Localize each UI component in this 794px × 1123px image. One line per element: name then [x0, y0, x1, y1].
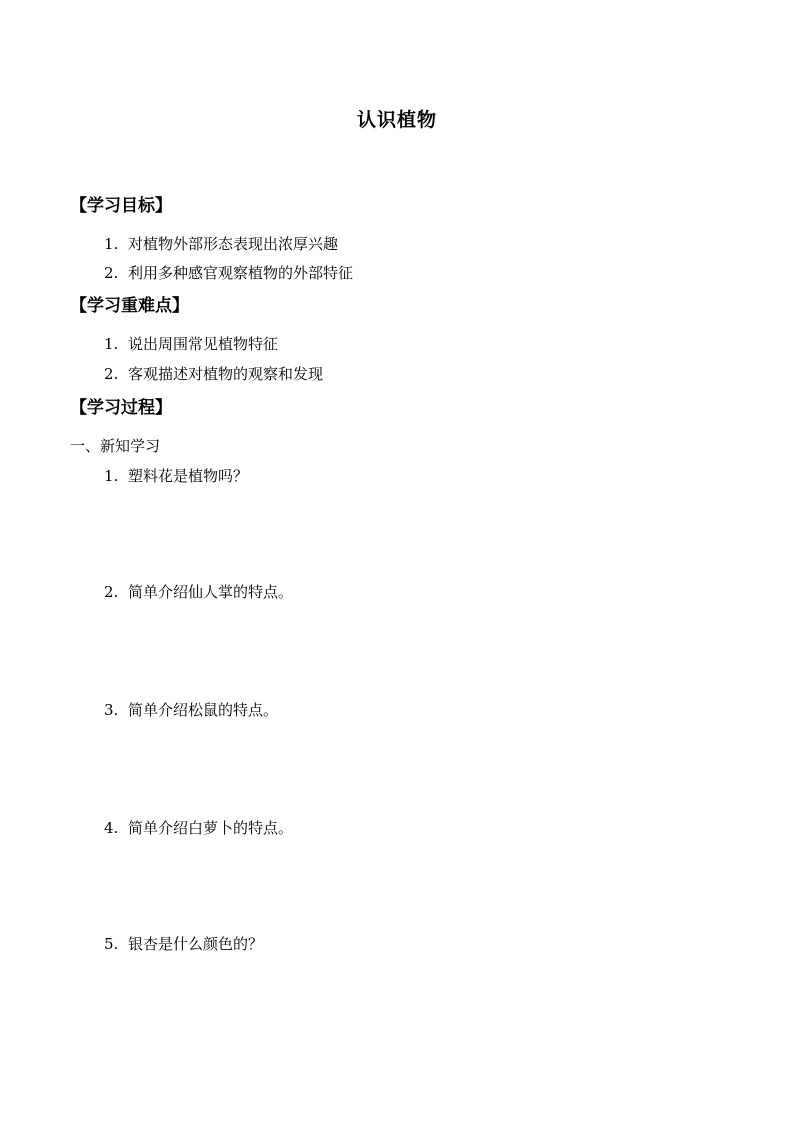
item-number: 1. — [104, 467, 119, 485]
item-text: 塑料花是植物吗？ — [128, 467, 249, 485]
question-item — [104, 699, 278, 720]
item-text: 银杏是什么颜色的？ — [128, 935, 264, 953]
section-heading-goals: 【学习目标】 — [70, 196, 172, 216]
item-text: 说出周围常见植物特征 — [128, 335, 279, 353]
item-text: 简单介绍仙人掌的特点。 — [128, 583, 294, 601]
list-item — [104, 333, 278, 354]
item-text: 利用多种感官观察植物的外部特征 — [128, 264, 354, 282]
item-number: 2. — [104, 583, 119, 601]
section-heading-process: 【学习过程】 — [70, 398, 172, 418]
section-heading-key-points: 【学习重难点】 — [70, 296, 189, 316]
subsection-heading: 一、新知学习 — [70, 437, 161, 455]
question-item — [104, 933, 263, 954]
item-number: 1. — [104, 335, 119, 353]
item-number: 3. — [104, 701, 119, 719]
item-number: 1. — [104, 235, 119, 253]
list-item — [104, 233, 338, 254]
list-item — [104, 363, 323, 384]
item-number: 2. — [104, 264, 119, 282]
list-item — [104, 262, 353, 283]
question-item — [104, 581, 293, 602]
item-number: 5. — [104, 935, 119, 953]
item-text: 简单介绍白萝卜的特点。 — [128, 819, 294, 837]
page-title: 认识植物 — [356, 109, 437, 131]
item-text: 简单介绍松鼠的特点。 — [128, 701, 279, 719]
item-text: 对植物外部形态表现出浓厚兴趣 — [128, 235, 339, 253]
question-item — [104, 817, 293, 838]
item-number: 4. — [104, 819, 119, 837]
question-item — [104, 465, 248, 486]
item-text: 客观描述对植物的观察和发现 — [128, 365, 324, 383]
item-number: 2. — [104, 365, 119, 383]
